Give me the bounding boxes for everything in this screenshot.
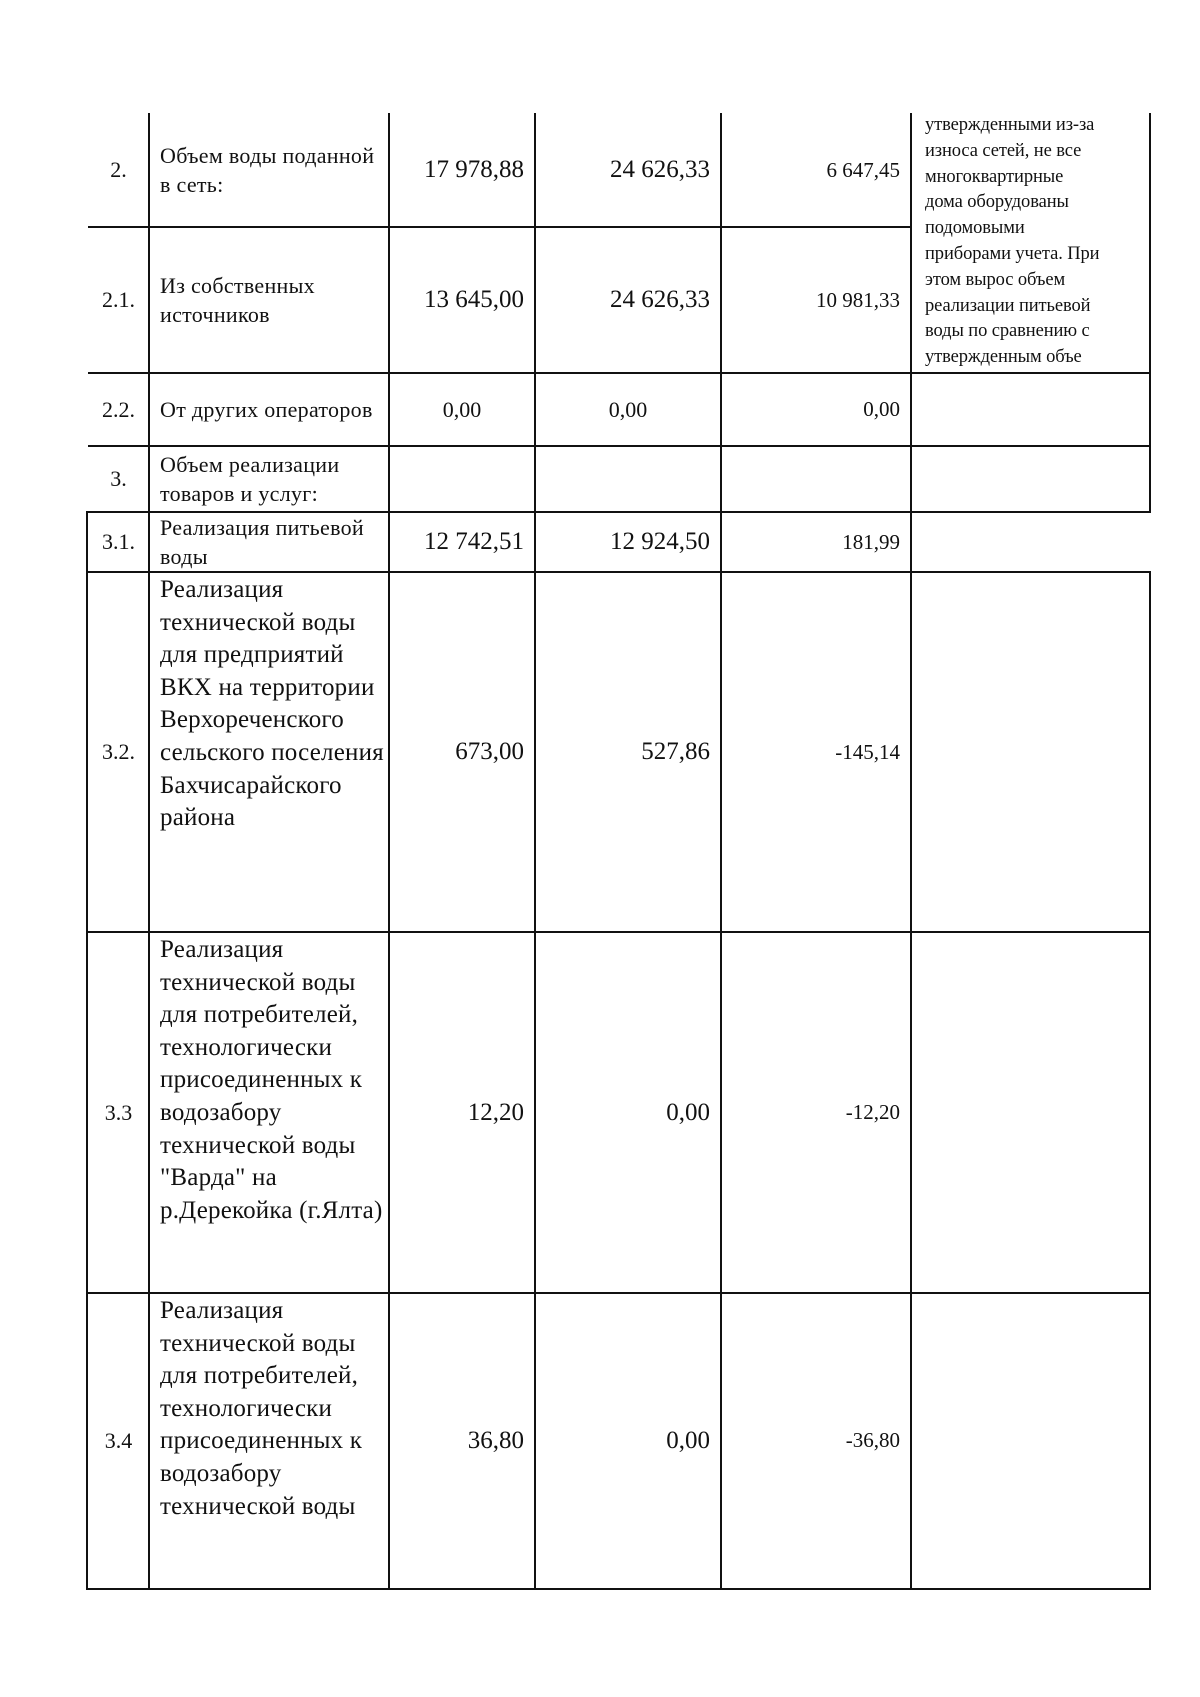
row-value-2: 0,00 [608, 396, 648, 422]
row-number: 2.1. [102, 287, 135, 312]
row-number: 3. [110, 466, 127, 491]
row-number: 3.3 [104, 1099, 133, 1125]
row-difference: 0,00 [863, 397, 900, 421]
row-number: 2.2. [102, 396, 135, 422]
row-value-2: 24 626,33 [610, 156, 710, 183]
row-name: Реализация технической воды для потребителей, технологически присоединенных к водозабору технической воды [160, 1297, 363, 1520]
table-border [910, 113, 912, 1590]
row-name: Объем реализации товаров и услуг: [160, 452, 340, 506]
note-line: утвержденными из-за [925, 115, 1095, 135]
row-name: Реализация технической воды для потребителей, технологически присоединенных к водозабору технической воды "Варда" на р.Дерекойка (г.Ялта) [160, 936, 383, 1224]
note-line: этом вырос объем [925, 269, 1066, 290]
table-border [88, 1292, 1151, 1294]
note-line: дома оборудованы [925, 192, 1069, 213]
row-value-1: 0,00 [442, 396, 482, 422]
table-border [88, 571, 1151, 573]
table-border [1149, 571, 1151, 1590]
note-line: многоквартирные [925, 166, 1064, 187]
table-border [86, 1588, 1151, 1590]
row-name: Реализация питьевой воды [160, 515, 364, 569]
row-value-1: 12 742,51 [424, 528, 524, 555]
table-border [720, 113, 722, 1590]
table-border [86, 511, 88, 1590]
row-number: 2. [110, 157, 127, 182]
row-value-2: 24 626,33 [610, 286, 710, 313]
note-line: подомовыми [925, 218, 1025, 239]
table-border [88, 931, 1151, 933]
row-name: Объем воды поданной в сеть: [160, 143, 375, 197]
table-border [88, 511, 1151, 513]
row-value-1: 36,80 [467, 1426, 524, 1454]
table-border [88, 372, 1151, 374]
row-value-1: 12,20 [467, 1098, 524, 1126]
note-line: износа сетей, не все [925, 140, 1082, 161]
table-border [534, 113, 536, 1590]
row-value-2: 0,00 [666, 1426, 710, 1454]
row-name: Реализация технической воды для предприятий ВКХ на территории Верхореченского сельского поселения Бахчисарайского района [160, 576, 384, 832]
row-value-2: 527,86 [641, 738, 710, 765]
note-text [913, 113, 1153, 373]
row-difference: -145,14 [835, 739, 900, 764]
table-border [388, 113, 390, 1590]
note-line: воды по сравнению с [925, 321, 1090, 342]
row-number: 3.1. [102, 529, 135, 554]
row-value-1: 17 978,88 [424, 156, 524, 183]
row-value-2: 0,00 [666, 1098, 710, 1126]
row-difference: 181,99 [842, 529, 900, 554]
table-border [88, 445, 1151, 447]
row-value-1: 673,00 [455, 738, 524, 765]
row-difference: -36,80 [845, 1428, 900, 1452]
row-value-2: 12 924,50 [610, 528, 710, 555]
row-number: 3.4 [104, 1427, 133, 1453]
table-border [1149, 113, 1151, 512]
row-number: 3.2. [102, 739, 135, 764]
row-value-1: 13 645,00 [424, 286, 524, 313]
row-difference: -12,20 [845, 1100, 900, 1124]
row-name: От других операторов [160, 397, 373, 422]
row-difference: 6 647,45 [826, 157, 900, 182]
note-line: реализации питьевой [925, 295, 1091, 316]
table-border [148, 113, 150, 1590]
row-name: Из собственных источников [160, 273, 315, 327]
note-line: приборами учета. При [925, 243, 1100, 264]
note-line: утвержденным объе [925, 347, 1082, 368]
table-border [88, 226, 911, 228]
row-difference: 10 981,33 [816, 287, 900, 312]
